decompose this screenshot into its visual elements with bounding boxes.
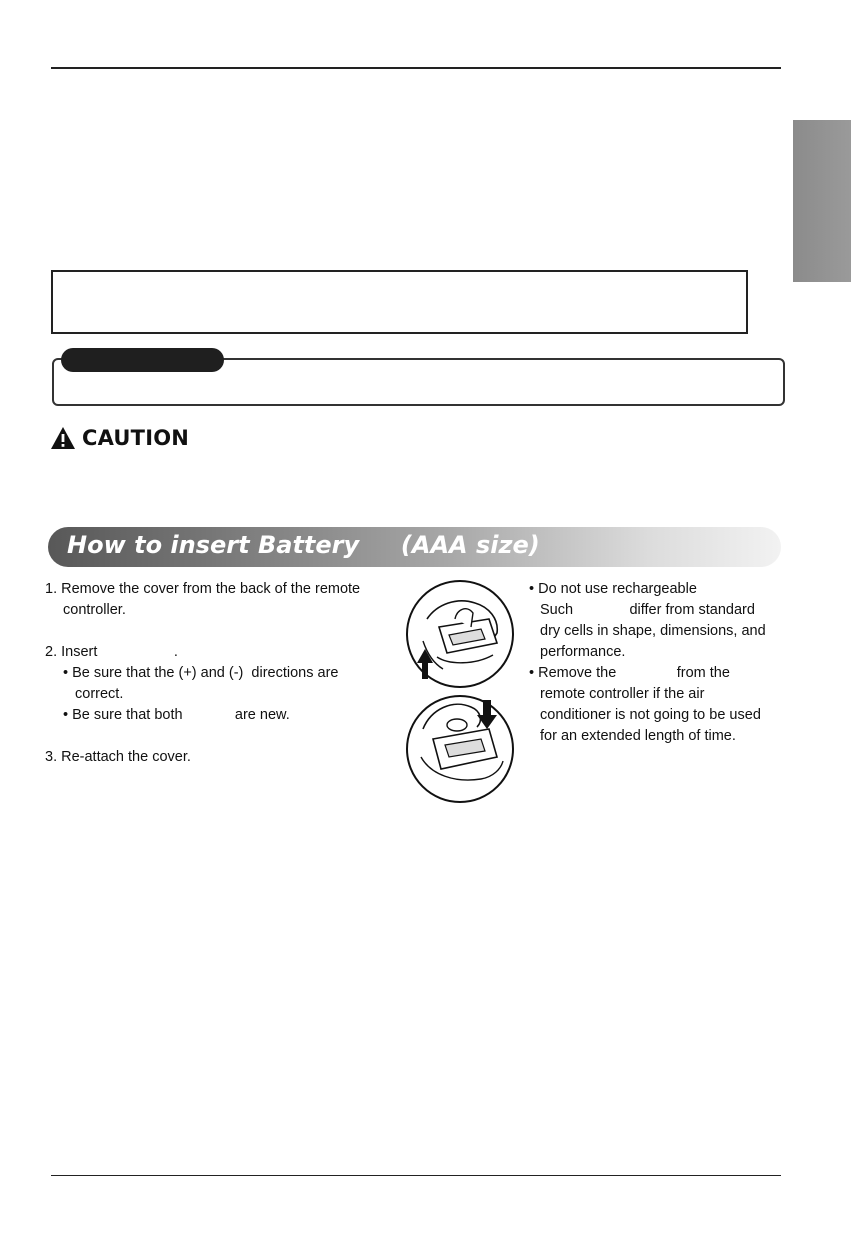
empty-framed-box <box>51 270 748 334</box>
note-2-line-3: conditioner is not going to be used <box>540 707 761 723</box>
step-2-bullet-1: • Be sure that the (+) and (-) directions are <box>63 665 339 681</box>
note-1-line-4: performance. <box>540 644 626 660</box>
note-1-line-3: dry cells in shape, dimensions, and <box>540 623 766 639</box>
caution-heading <box>50 425 189 451</box>
note-1-line-2: Such differ from standard <box>540 602 755 618</box>
note-pill-label <box>61 348 224 372</box>
top-rule <box>51 67 781 69</box>
battery-notes <box>529 579 789 747</box>
step-2-bullet-1-cont: correct. <box>75 686 124 702</box>
note-2: • Remove the from the <box>529 665 730 681</box>
note-1: • Do not use rechargeable <box>529 581 697 597</box>
step-2-bullet-2: • Be sure that both are new. <box>63 707 290 723</box>
battery-steps <box>45 579 385 768</box>
battery-insertion-illustration <box>397 579 523 805</box>
warning-triangle-icon <box>50 426 76 450</box>
note-2-line-2: remote controller if the air <box>540 686 705 702</box>
side-tab-marker <box>793 120 851 282</box>
note-2-line-4: for an extended length of time. <box>540 728 736 744</box>
bottom-rule <box>51 1175 781 1176</box>
step-1: 1. Remove the cover from the back of the remote <box>45 581 361 597</box>
step-3: 3. Re-attach the cover. <box>45 749 191 765</box>
section-title: How to insert Battery (AAA size) <box>67 531 540 559</box>
step-2: 2. Insert . <box>45 644 178 660</box>
insert-battery-illustration <box>407 696 513 802</box>
caution-label: CAUTION <box>82 426 190 450</box>
step-1-cont: controller. <box>63 602 126 618</box>
remove-cover-illustration <box>407 581 513 687</box>
